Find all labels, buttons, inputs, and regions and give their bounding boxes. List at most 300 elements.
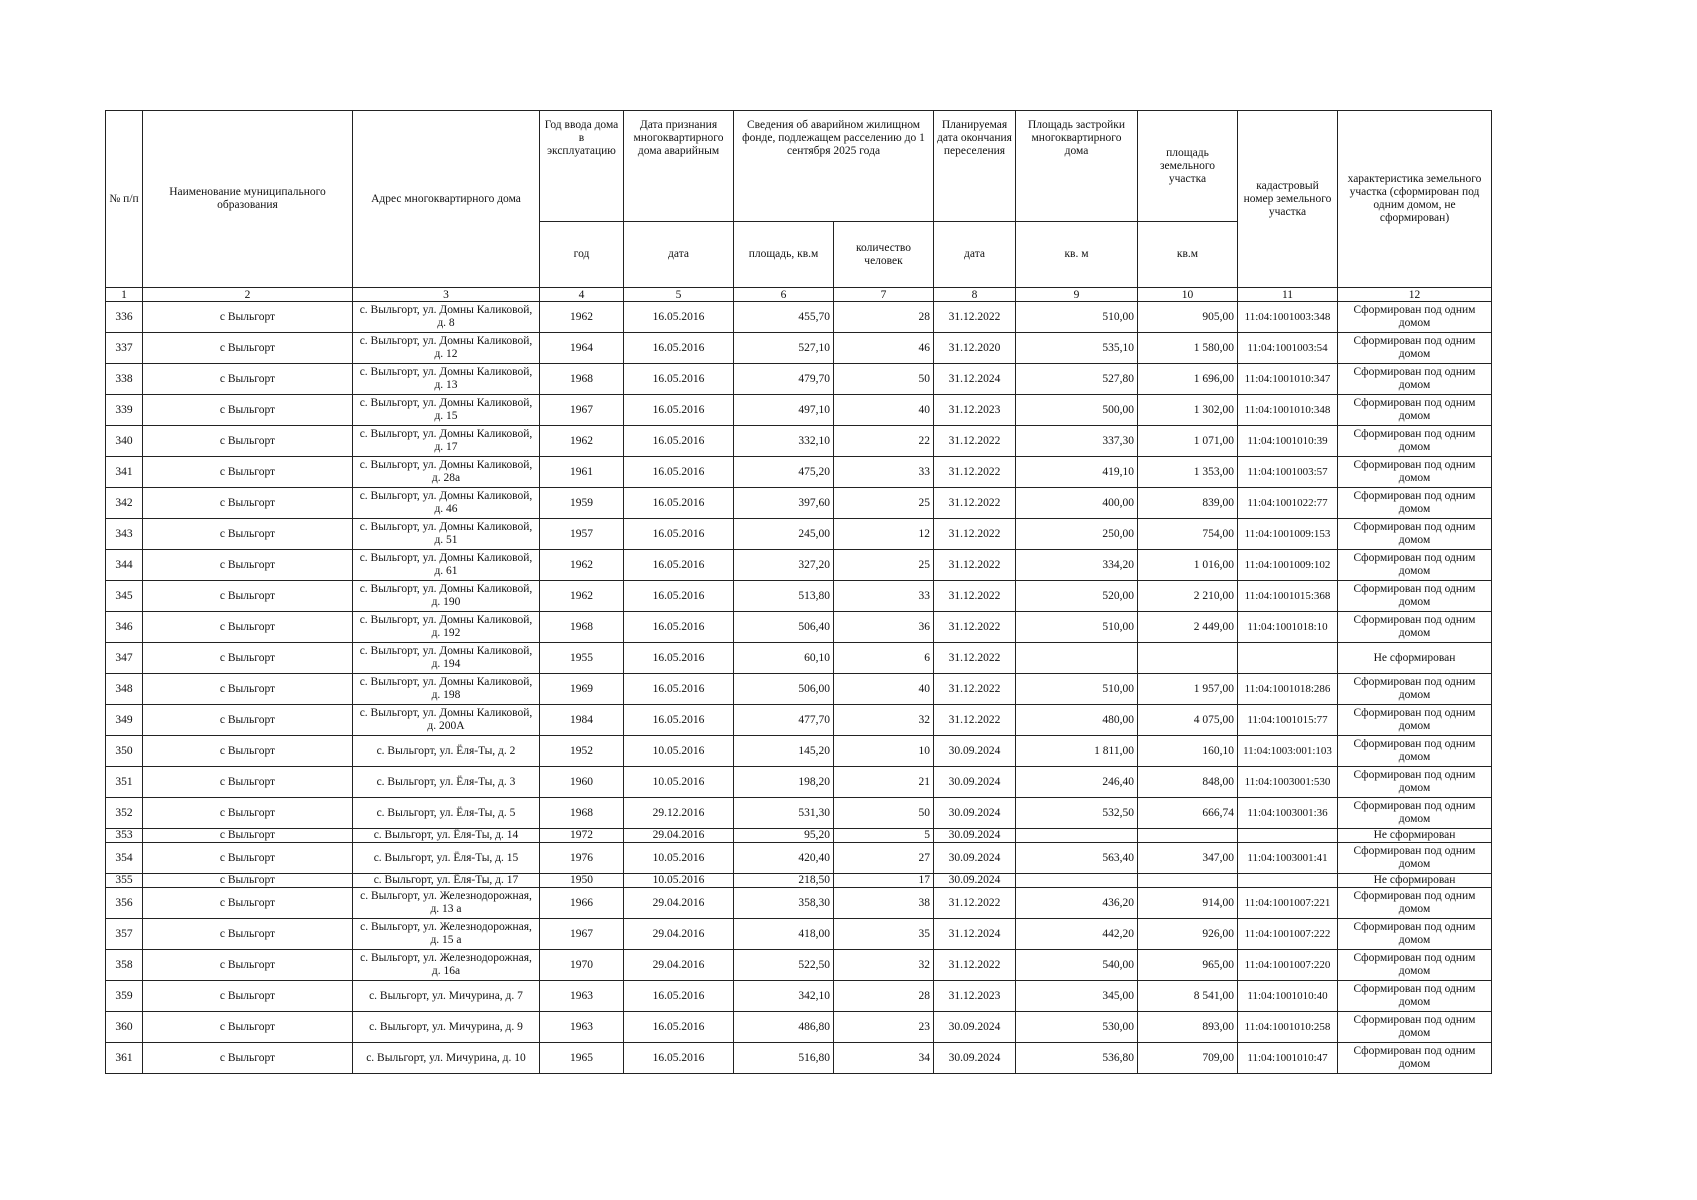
cell-emergency-date: 16.05.2016	[624, 581, 734, 612]
cell-year: 1972	[540, 829, 624, 843]
cell-number: 352	[106, 798, 143, 829]
cell-land-characteristic: Сформирован под одним домом	[1338, 426, 1492, 457]
cell-people: 25	[834, 488, 934, 519]
cell-people: 28	[834, 302, 934, 333]
cell-number: 356	[106, 888, 143, 919]
cell-year: 1968	[540, 364, 624, 395]
cell-number: 343	[106, 519, 143, 550]
cell-land-characteristic: Сформирован под одним домом	[1338, 581, 1492, 612]
cell-address: с. Выльгорт, ул. Ёля-Ты, д. 2	[353, 736, 540, 767]
cell-address: с. Выльгорт, ул. Домны Каликовой, д. 15	[353, 395, 540, 426]
cell-address: с. Выльгорт, ул. Домны Каликовой, д. 8	[353, 302, 540, 333]
cell-land-area	[1138, 643, 1238, 674]
cell-cadastral-number: 11:04:1001022:77	[1238, 488, 1338, 519]
table-row	[106, 1043, 1492, 1074]
cell-people: 12	[834, 519, 934, 550]
cell-municipality: с Выльгорт	[143, 843, 353, 874]
cell-land-area: 848,00	[1138, 767, 1238, 798]
cell-building-area: 535,10	[1016, 333, 1138, 364]
subheader-area: площадь, кв.м	[734, 222, 834, 288]
cell-building-area: 510,00	[1016, 612, 1138, 643]
cell-land-characteristic: Сформирован под одним домом	[1338, 919, 1492, 950]
cell-building-area: 250,00	[1016, 519, 1138, 550]
column-number: 6	[734, 288, 834, 302]
subheader-year: год	[540, 222, 624, 288]
cell-people: 23	[834, 1012, 934, 1043]
cell-building-area: 246,40	[1016, 767, 1138, 798]
cell-municipality: с Выльгорт	[143, 457, 353, 488]
cell-people: 32	[834, 705, 934, 736]
cell-cadastral-number	[1238, 874, 1338, 888]
table-row	[106, 705, 1492, 736]
cell-plan-date: 31.12.2024	[934, 919, 1016, 950]
table-row	[106, 457, 1492, 488]
table-row	[106, 843, 1492, 874]
cell-municipality: с Выльгорт	[143, 395, 353, 426]
cell-area: 527,10	[734, 333, 834, 364]
cell-land-characteristic: Сформирован под одним домом	[1338, 981, 1492, 1012]
cell-year: 1955	[540, 643, 624, 674]
cell-emergency-date: 16.05.2016	[624, 705, 734, 736]
cell-land-area: 2 449,00	[1138, 612, 1238, 643]
cell-emergency-date: 29.04.2016	[624, 919, 734, 950]
cell-cadastral-number	[1238, 643, 1338, 674]
cell-cadastral-number: 11:04:1003001:36	[1238, 798, 1338, 829]
table-row	[106, 612, 1492, 643]
cell-municipality: с Выльгорт	[143, 950, 353, 981]
cell-municipality: с Выльгорт	[143, 705, 353, 736]
cell-number: 349	[106, 705, 143, 736]
column-number: 8	[934, 288, 1016, 302]
cell-municipality: с Выльгорт	[143, 550, 353, 581]
cell-plan-date: 31.12.2022	[934, 643, 1016, 674]
cell-area: 477,70	[734, 705, 834, 736]
cell-building-area	[1016, 643, 1138, 674]
housing-table	[105, 110, 1492, 1074]
cell-area: 513,80	[734, 581, 834, 612]
table-row	[106, 488, 1492, 519]
cell-building-area: 1 811,00	[1016, 736, 1138, 767]
cell-municipality: с Выльгорт	[143, 333, 353, 364]
cell-number: 347	[106, 643, 143, 674]
cell-number: 354	[106, 843, 143, 874]
column-number: 3	[353, 288, 540, 302]
cell-number: 344	[106, 550, 143, 581]
cell-people: 25	[834, 550, 934, 581]
col-header-land-area: площадь земельного участка	[1138, 111, 1238, 222]
cell-land-area: 1 696,00	[1138, 364, 1238, 395]
cell-year: 1952	[540, 736, 624, 767]
cell-number: 357	[106, 919, 143, 950]
cell-address: с. Выльгорт, ул. Домны Каликовой, д. 200А	[353, 705, 540, 736]
cell-number: 355	[106, 874, 143, 888]
cell-cadastral-number	[1238, 829, 1338, 843]
cell-emergency-date: 16.05.2016	[624, 488, 734, 519]
cell-area: 245,00	[734, 519, 834, 550]
cell-land-characteristic: Сформирован под одним домом	[1338, 674, 1492, 705]
cell-municipality: с Выльгорт	[143, 643, 353, 674]
cell-municipality: с Выльгорт	[143, 426, 353, 457]
cell-cadastral-number: 11:04:1001003:57	[1238, 457, 1338, 488]
cell-emergency-date: 16.05.2016	[624, 395, 734, 426]
cell-land-area: 8 541,00	[1138, 981, 1238, 1012]
cell-year: 1957	[540, 519, 624, 550]
col-header-number: № п/п	[106, 111, 143, 288]
cell-land-area: 666,74	[1138, 798, 1238, 829]
column-number: 1	[106, 288, 143, 302]
cell-area: 420,40	[734, 843, 834, 874]
table-row	[106, 919, 1492, 950]
cell-address: с. Выльгорт, ул. Ёля-Ты, д. 3	[353, 767, 540, 798]
cell-land-area: 926,00	[1138, 919, 1238, 950]
cell-year: 1962	[540, 302, 624, 333]
cell-land-characteristic: Не сформирован	[1338, 874, 1492, 888]
cell-people: 50	[834, 364, 934, 395]
cell-emergency-date: 10.05.2016	[624, 736, 734, 767]
col-header-emergency-date: Дата признания многоквартирного дома аварийным	[624, 111, 734, 222]
cell-cadastral-number: 11:04:1001010:347	[1238, 364, 1338, 395]
cell-building-area: 563,40	[1016, 843, 1138, 874]
cell-cadastral-number: 11:04:1001003:54	[1238, 333, 1338, 364]
cell-cadastral-number: 11:04:1001010:40	[1238, 981, 1338, 1012]
cell-land-characteristic: Сформирован под одним домом	[1338, 395, 1492, 426]
cell-land-characteristic: Не сформирован	[1338, 829, 1492, 843]
cell-building-area: 527,80	[1016, 364, 1138, 395]
cell-plan-date: 31.12.2022	[934, 705, 1016, 736]
subheader-building-area: кв. м	[1016, 222, 1138, 288]
cell-people: 27	[834, 843, 934, 874]
cell-land-area: 2 210,00	[1138, 581, 1238, 612]
cell-building-area	[1016, 874, 1138, 888]
cell-cadastral-number: 11:04:1001018:10	[1238, 612, 1338, 643]
cell-address: с. Выльгорт, ул. Ёля-Ты, д. 15	[353, 843, 540, 874]
cell-plan-date: 31.12.2022	[934, 426, 1016, 457]
cell-emergency-date: 16.05.2016	[624, 302, 734, 333]
cell-plan-date: 30.09.2024	[934, 767, 1016, 798]
cell-address: с. Выльгорт, ул. Домны Каликовой, д. 192	[353, 612, 540, 643]
cell-land-characteristic: Сформирован под одним домом	[1338, 612, 1492, 643]
cell-cadastral-number: 11:04:1001007:221	[1238, 888, 1338, 919]
cell-address: с. Выльгорт, ул. Домны Каликовой, д. 51	[353, 519, 540, 550]
cell-area: 358,30	[734, 888, 834, 919]
column-number: 7	[834, 288, 934, 302]
cell-year: 1962	[540, 581, 624, 612]
cell-emergency-date: 16.05.2016	[624, 612, 734, 643]
cell-building-area: 480,00	[1016, 705, 1138, 736]
cell-plan-date: 31.12.2020	[934, 333, 1016, 364]
cell-number: 346	[106, 612, 143, 643]
cell-municipality: с Выльгорт	[143, 874, 353, 888]
cell-land-characteristic: Сформирован под одним домом	[1338, 736, 1492, 767]
cell-number: 348	[106, 674, 143, 705]
cell-emergency-date: 16.05.2016	[624, 674, 734, 705]
cell-address: с. Выльгорт, ул. Ёля-Ты, д. 5	[353, 798, 540, 829]
table-row	[106, 519, 1492, 550]
cell-year: 1967	[540, 919, 624, 950]
cell-people: 6	[834, 643, 934, 674]
cell-area: 332,10	[734, 426, 834, 457]
table-row	[106, 581, 1492, 612]
cell-building-area: 419,10	[1016, 457, 1138, 488]
cell-plan-date: 31.12.2022	[934, 581, 1016, 612]
cell-municipality: с Выльгорт	[143, 919, 353, 950]
cell-area: 475,20	[734, 457, 834, 488]
cell-address: с. Выльгорт, ул. Железнодорожная, д. 15 а	[353, 919, 540, 950]
cell-emergency-date: 16.05.2016	[624, 364, 734, 395]
cell-area: 60,10	[734, 643, 834, 674]
cell-number: 350	[106, 736, 143, 767]
cell-land-area: 1 071,00	[1138, 426, 1238, 457]
cell-cadastral-number: 11:04:1001010:39	[1238, 426, 1338, 457]
cell-municipality: с Выльгорт	[143, 581, 353, 612]
cell-cadastral-number: 11:04:1001009:153	[1238, 519, 1338, 550]
cell-municipality: с Выльгорт	[143, 888, 353, 919]
cell-plan-date: 30.09.2024	[934, 736, 1016, 767]
cell-area: 218,50	[734, 874, 834, 888]
cell-plan-date: 31.12.2024	[934, 364, 1016, 395]
cell-address: с. Выльгорт, ул. Домны Каликовой, д. 13	[353, 364, 540, 395]
cell-building-area: 334,20	[1016, 550, 1138, 581]
cell-people: 35	[834, 919, 934, 950]
table-row	[106, 364, 1492, 395]
cell-emergency-date: 10.05.2016	[624, 874, 734, 888]
cell-year: 1962	[540, 550, 624, 581]
cell-number: 340	[106, 426, 143, 457]
cell-people: 10	[834, 736, 934, 767]
cell-year: 1962	[540, 426, 624, 457]
cell-land-area: 160,10	[1138, 736, 1238, 767]
table-row	[106, 333, 1492, 364]
cell-plan-date: 31.12.2022	[934, 550, 1016, 581]
cell-area: 479,70	[734, 364, 834, 395]
cell-building-area: 500,00	[1016, 395, 1138, 426]
cell-plan-date: 30.09.2024	[934, 798, 1016, 829]
cell-number: 361	[106, 1043, 143, 1074]
cell-year: 1964	[540, 333, 624, 364]
cell-cadastral-number: 11:04:1001010:258	[1238, 1012, 1338, 1043]
cell-land-area: 839,00	[1138, 488, 1238, 519]
cell-people: 38	[834, 888, 934, 919]
subheader-land-area: кв.м	[1138, 222, 1238, 288]
cell-land-characteristic: Сформирован под одним домом	[1338, 302, 1492, 333]
table-body	[106, 302, 1492, 1074]
cell-people: 21	[834, 767, 934, 798]
cell-address: с. Выльгорт, ул. Домны Каликовой, д. 28а	[353, 457, 540, 488]
cell-land-area: 893,00	[1138, 1012, 1238, 1043]
cell-year: 1970	[540, 950, 624, 981]
cell-number: 345	[106, 581, 143, 612]
cell-address: с. Выльгорт, ул. Домны Каликовой, д. 46	[353, 488, 540, 519]
cell-land-area: 905,00	[1138, 302, 1238, 333]
cell-area: 497,10	[734, 395, 834, 426]
cell-land-area: 4 075,00	[1138, 705, 1238, 736]
col-header-address: Адрес многоквартирного дома	[353, 111, 540, 288]
table-row	[106, 874, 1492, 888]
cell-land-area: 754,00	[1138, 519, 1238, 550]
cell-address: с. Выльгорт, ул. Железнодорожная, д. 13 а	[353, 888, 540, 919]
cell-number: 341	[106, 457, 143, 488]
cell-cadastral-number: 11:04:1001010:348	[1238, 395, 1338, 426]
cell-cadastral-number: 11:04:1003001:41	[1238, 843, 1338, 874]
cell-land-characteristic: Сформирован под одним домом	[1338, 333, 1492, 364]
cell-land-area: 1 353,00	[1138, 457, 1238, 488]
cell-cadastral-number: 11:04:1001007:222	[1238, 919, 1338, 950]
cell-land-area: 1 302,00	[1138, 395, 1238, 426]
cell-year: 1976	[540, 843, 624, 874]
cell-number: 339	[106, 395, 143, 426]
cell-number: 358	[106, 950, 143, 981]
cell-number: 337	[106, 333, 143, 364]
column-number: 11	[1238, 288, 1338, 302]
cell-year: 1965	[540, 1043, 624, 1074]
table-row	[106, 736, 1492, 767]
column-number: 10	[1138, 288, 1238, 302]
cell-number: 353	[106, 829, 143, 843]
cell-emergency-date: 29.04.2016	[624, 950, 734, 981]
cell-emergency-date: 16.05.2016	[624, 1012, 734, 1043]
cell-year: 1961	[540, 457, 624, 488]
cell-emergency-date: 29.04.2016	[624, 888, 734, 919]
cell-building-area: 510,00	[1016, 674, 1138, 705]
cell-building-area: 520,00	[1016, 581, 1138, 612]
cell-municipality: с Выльгорт	[143, 767, 353, 798]
cell-land-characteristic: Сформирован под одним домом	[1338, 488, 1492, 519]
cell-area: 531,30	[734, 798, 834, 829]
cell-municipality: с Выльгорт	[143, 612, 353, 643]
cell-area: 455,70	[734, 302, 834, 333]
table-row	[106, 426, 1492, 457]
cell-people: 28	[834, 981, 934, 1012]
cell-land-characteristic: Сформирован под одним домом	[1338, 767, 1492, 798]
cell-plan-date: 31.12.2022	[934, 519, 1016, 550]
cell-address: с. Выльгорт, ул. Мичурина, д. 10	[353, 1043, 540, 1074]
cell-emergency-date: 16.05.2016	[624, 643, 734, 674]
cell-area: 198,20	[734, 767, 834, 798]
cell-address: с. Выльгорт, ул. Ёля-Ты, д. 17	[353, 874, 540, 888]
table-row	[106, 888, 1492, 919]
cell-municipality: с Выльгорт	[143, 519, 353, 550]
cell-emergency-date: 10.05.2016	[624, 843, 734, 874]
cell-building-area: 530,00	[1016, 1012, 1138, 1043]
cell-emergency-date: 16.05.2016	[624, 550, 734, 581]
cell-land-area	[1138, 874, 1238, 888]
cell-cadastral-number: 11:04:1001003:348	[1238, 302, 1338, 333]
cell-land-area: 1 016,00	[1138, 550, 1238, 581]
cell-address: с. Выльгорт, ул. Мичурина, д. 9	[353, 1012, 540, 1043]
cell-building-area: 442,20	[1016, 919, 1138, 950]
cell-land-area: 1 580,00	[1138, 333, 1238, 364]
cell-number: 336	[106, 302, 143, 333]
cell-building-area	[1016, 829, 1138, 843]
cell-address: с. Выльгорт, ул. Домны Каликовой, д. 61	[353, 550, 540, 581]
col-header-emergency-fund: Сведения об аварийном жилищном фонде, подлежащем расселению до 1 сентября 2025 года	[734, 111, 934, 222]
cell-year: 1969	[540, 674, 624, 705]
column-number: 12	[1338, 288, 1492, 302]
cell-cadastral-number: 11:04:1003001:530	[1238, 767, 1338, 798]
column-number: 9	[1016, 288, 1138, 302]
table-row	[106, 981, 1492, 1012]
table-row	[106, 643, 1492, 674]
table-row	[106, 395, 1492, 426]
cell-cadastral-number: 11:04:1001015:368	[1238, 581, 1338, 612]
cell-cadastral-number: 11:04:1001018:286	[1238, 674, 1338, 705]
cell-land-area	[1138, 829, 1238, 843]
cell-land-characteristic: Сформирован под одним домом	[1338, 1012, 1492, 1043]
cell-municipality: с Выльгорт	[143, 829, 353, 843]
cell-land-area: 1 957,00	[1138, 674, 1238, 705]
column-number: 5	[624, 288, 734, 302]
cell-plan-date: 30.09.2024	[934, 1043, 1016, 1074]
cell-land-characteristic: Сформирован под одним домом	[1338, 705, 1492, 736]
cell-year: 1963	[540, 981, 624, 1012]
cell-year: 1984	[540, 705, 624, 736]
cell-land-characteristic: Сформирован под одним домом	[1338, 1043, 1492, 1074]
cell-municipality: с Выльгорт	[143, 674, 353, 705]
cell-number: 360	[106, 1012, 143, 1043]
cell-area: 506,40	[734, 612, 834, 643]
table-row	[106, 674, 1492, 705]
subheader-date: дата	[624, 222, 734, 288]
cell-address: с. Выльгорт, ул. Домны Каликовой, д. 17	[353, 426, 540, 457]
cell-area: 486,80	[734, 1012, 834, 1043]
cell-area: 327,20	[734, 550, 834, 581]
cell-cadastral-number: 11:04:1001007:220	[1238, 950, 1338, 981]
cell-cadastral-number: 11:04:1001010:47	[1238, 1043, 1338, 1074]
table-row	[106, 1012, 1492, 1043]
cell-plan-date: 31.12.2022	[934, 302, 1016, 333]
cell-municipality: с Выльгорт	[143, 736, 353, 767]
cell-land-characteristic: Сформирован под одним домом	[1338, 364, 1492, 395]
cell-area: 506,00	[734, 674, 834, 705]
cell-emergency-date: 16.05.2016	[624, 1043, 734, 1074]
cell-people: 17	[834, 874, 934, 888]
cell-land-area: 347,00	[1138, 843, 1238, 874]
cell-year: 1963	[540, 1012, 624, 1043]
cell-municipality: с Выльгорт	[143, 364, 353, 395]
table-row	[106, 550, 1492, 581]
cell-number: 338	[106, 364, 143, 395]
cell-emergency-date: 16.05.2016	[624, 426, 734, 457]
cell-area: 516,80	[734, 1043, 834, 1074]
cell-year: 1960	[540, 767, 624, 798]
cell-emergency-date: 16.05.2016	[624, 981, 734, 1012]
table-row	[106, 767, 1492, 798]
cell-plan-date: 31.12.2023	[934, 395, 1016, 426]
cell-emergency-date: 16.05.2016	[624, 519, 734, 550]
cell-address: с. Выльгорт, ул. Домны Каликовой, д. 194	[353, 643, 540, 674]
cell-address: с. Выльгорт, ул. Домны Каликовой, д. 190	[353, 581, 540, 612]
cell-area: 418,00	[734, 919, 834, 950]
table-row	[106, 302, 1492, 333]
cell-plan-date: 30.09.2024	[934, 874, 1016, 888]
cell-cadastral-number: 11:04:1001009:102	[1238, 550, 1338, 581]
cell-year: 1968	[540, 612, 624, 643]
col-header-cadastral-number: кадастровый номер земельного участка	[1238, 111, 1338, 288]
cell-plan-date: 30.09.2024	[934, 843, 1016, 874]
cell-emergency-date: 29.12.2016	[624, 798, 734, 829]
col-header-planned-date: Планируемая дата окончания переселения	[934, 111, 1016, 222]
cell-area: 522,50	[734, 950, 834, 981]
cell-land-area: 914,00	[1138, 888, 1238, 919]
column-number: 2	[143, 288, 353, 302]
cell-area: 342,10	[734, 981, 834, 1012]
col-header-municipality: Наименование муниципального образования	[143, 111, 353, 288]
cell-people: 50	[834, 798, 934, 829]
cell-area: 397,60	[734, 488, 834, 519]
table-row	[106, 950, 1492, 981]
cell-people: 33	[834, 457, 934, 488]
cell-emergency-date: 29.04.2016	[624, 829, 734, 843]
